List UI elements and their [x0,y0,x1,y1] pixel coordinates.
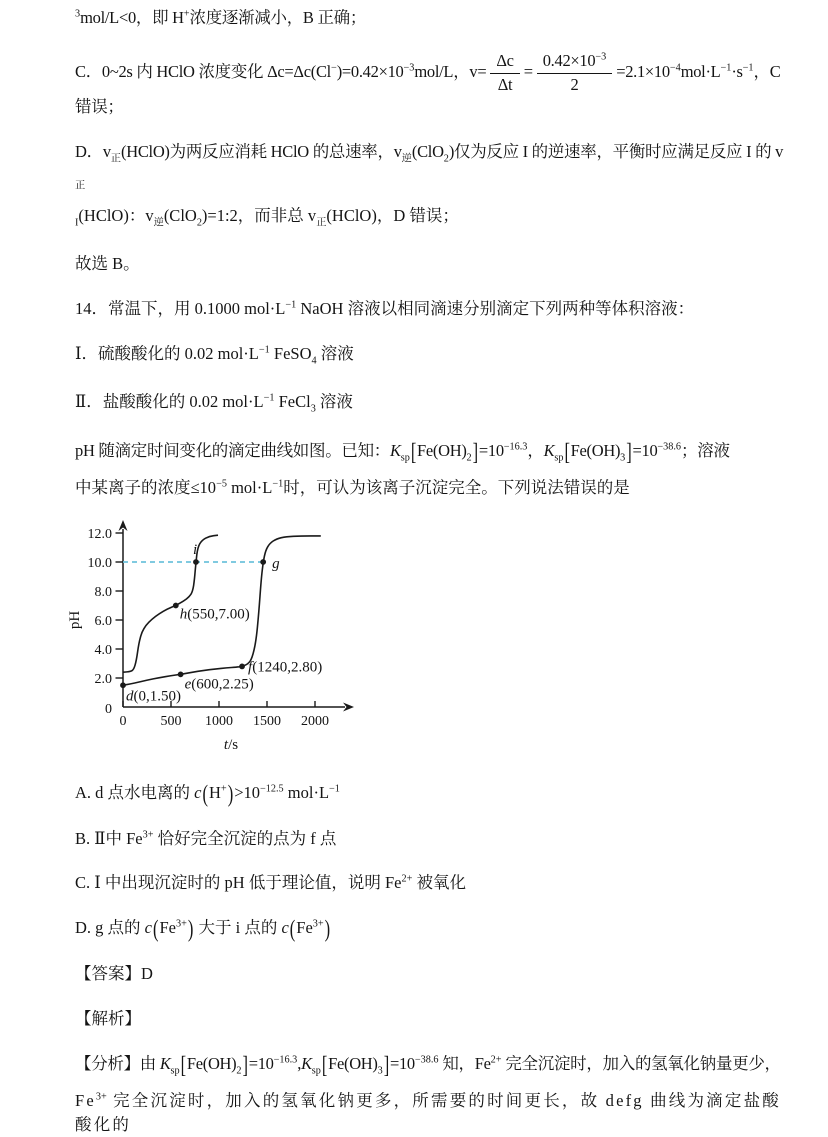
svg-text:h(550,7.00): h(550,7.00) [179,606,250,623]
svg-text:d(0,1.50): d(0,1.50) [126,687,181,704]
ph-vs-time-plot [63,517,413,762]
precipitation-condition-line: 中某离子的浓度$\le 10^{-5}$ $mol\cdot L^{-1}$时，可认为该离子沉淀完全。下列说法错误的是 [75,477,630,497]
svg-text:2000: 2000 [301,713,329,729]
svg-text:2.0: 2.0 [94,671,112,687]
paragraph-b-conclusion: $^3$mol/L<0，即 H+浓度逐渐减小，B 正确； [75,8,367,27]
paragraph-option-c-analysis: C．0~2s 内 HClO 浓度变化 $\Delta c=\Delta c(Cl^-)=0.42\times 10^{-3}mol/L$，v= $\frac{\Delta c}{\Delta t}$ = $\frac{0.42\times 10^{-3}}{2}$ $=2.1\times 10^{-4}mol\cdot L^{-1}\cdot s^{-1}$，C 错误； [75,50,781,117]
solution-i-line: Ⅰ．硫酸酸化的 0.02 $mol\cdot L^{-1}$ FeSO$_4$ 溶液 [75,344,354,367]
solution-ii-line: Ⅱ．盐酸酸化的 0.02 $mol\cdot L^{-1}$ FeCl$_3$ 溶液 [75,392,353,415]
svg-text:0: 0 [119,713,127,729]
svg-text:12.0: 12.0 [87,526,112,542]
option-a: A. d 点水电离的 $c(H^+)>10^{-12.5}$ $mol\cdot L^{-1}$ [75,778,340,808]
svg-text:t/s: t/s [223,736,239,753]
analysis-line-1: 【分析】由 $K_{sp}[Fe(OH)_2]=10^{-16.3},K_{sp}[Fe(OH)_3]=10^{-38.6}$ 知，$Fe^{2+}$ 完全沉淀时，加入的氢氧化钠量更少， [75,1050,781,1079]
option-c: C. Ⅰ 中出现沉淀时的 pH 低于理论值，说明 $Fe^{2+}$ 被氧化 [75,873,466,893]
svg-text:g: g [272,555,280,572]
svg-text:4.0: 4.0 [94,642,112,658]
svg-text:i: i [192,541,198,558]
paragraph-option-d-analysis-line-2: $_I$(HClO)：$v_逆(ClO_2)=1:2$，而非总 $v_正(HClO)$，D 错误； [75,206,459,229]
paragraph-option-d-analysis-line-1: D．$v_正(HClO)$为两反应消耗 HClO 的总速率，$v_逆(ClO_2)$仅为反应 I 的逆速率，平衡时应满足反应 I 的 $v_正$ [75,142,784,192]
svg-text:f(1240,2.80): f(1240,2.80) [248,659,323,676]
svg-text:e(600,2.25): e(600,2.25) [184,675,254,692]
svg-text:8.0: 8.0 [94,584,112,600]
option-b: B. Ⅱ中 $Fe^{3+}$ 恰好完全沉淀的点为 f 点 [75,828,337,848]
svg-text:0: 0 [105,701,112,717]
svg-text:6.0: 6.0 [94,613,112,629]
titration-curve-chart [63,517,788,767]
ksp-given-line: pH 随滴定时间变化的滴定曲线如图。已知：$K_{sp}[Fe(OH)_2]=10^{-16.3}$，$K_{sp}[Fe(OH)_3]=10^{-38.6}$；溶液 [75,436,730,466]
option-d: D. g 点的 $c(Fe^{3+})$ 大于 i 点的 $c(Fe^{3+})$ [75,914,331,943]
answer-line: 【答案】D [75,964,153,984]
svg-text:10.0: 10.0 [87,555,112,571]
svg-text:1500: 1500 [253,713,281,729]
analysis-header: 【解析】 [75,1009,141,1029]
question-14-stem: 14．常温下，用 0.1000 $mol\cdot L^{-1}$ NaOH 溶液以相同滴速分别滴定下列两种等体积溶液： [75,299,695,319]
analysis-line-2: $Fe^{3+}$ 完全沉淀时，加入的氢氧化钠更多，所需要的时间更长，故 defg 曲线为滴定盐酸酸化的 [75,1091,781,1135]
svg-text:500: 500 [160,713,182,729]
paragraph-answer-selection: 故选 B。 [75,254,140,274]
svg-text:pH: pH [67,610,83,629]
svg-text:1000: 1000 [205,713,233,729]
